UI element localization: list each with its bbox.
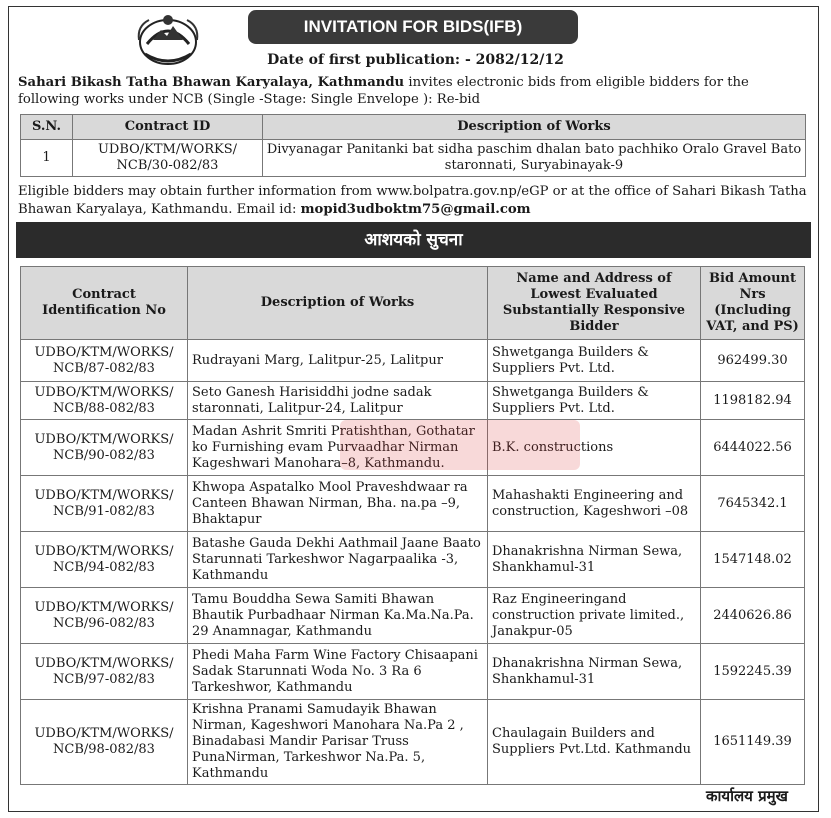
table-row [21,476,805,532]
header-works-description: Description of Works [188,267,488,340]
cell-works: Krishna Pranami Samudayik Bhawan Nirman, Kageshwori Manohara Na.Pa 2 , Binadabasi Mandir Parisar Truss PunaNirman, Tarkeshwor Na.Pa. 5, Kathmandu [188,700,488,785]
award-table-header [21,267,805,340]
award-table [20,266,805,785]
cell-bidder: Mahashakti Engineering and construction, Kageshwori –08 [488,476,701,532]
cell-contract-no: UDBO/KTM/WORKS/ NCB/91-082/83 [21,476,188,532]
header-bidder: Name and Address of Lowest Evaluated Substantially Responsive Bidder [488,267,701,340]
eligibility-text: Eligible bidders may obtain further information from www.bolpatra.gov.np/eGP or at the office of Sahari Bikash Tatha Bhawan Karyalaya, Kathmandu. Email id: [18,184,807,217]
cell-works: Rudrayani Marg, Lalitpur-25, Lalitpur [188,340,488,382]
cell-contract-no: UDBO/KTM/WORKS/ NCB/98-082/83 [21,700,188,785]
cell-bidder: Raz Engineeringand construction private limited., Janakpur-05 [488,588,701,644]
cell-bidder: Chaulagain Builders and Suppliers Pvt.Ltd. Kathmandu [488,700,701,785]
table-row [21,340,805,382]
cell-works: Seto Ganesh Harisiddhi jodne sadak staronnati, Lalitpur-24, Lalitpur [188,382,488,420]
cell-bidder: Shwetganga Builders & Suppliers Pvt. Ltd. [488,340,701,382]
table-row [21,382,805,420]
cell-amount: 1592245.39 [701,644,805,700]
cell-amount: 7645342.1 [701,476,805,532]
notice-title: आशयको सुचना [16,222,811,258]
office-chief-signature: कार्यालय प्रमुख [706,787,788,805]
table-row [21,532,805,588]
header-description: Description of Works [263,115,806,140]
table-row [21,644,805,700]
ifb-table [20,114,806,177]
cell-amount: 1651149.39 [701,700,805,785]
cell-works: Batashe Gauda Dekhi Aathmail Jaane Baato Starunnati Tarkeshwor Nagarpaalika -3, Kathmandu [188,532,488,588]
eligibility-paragraph [18,183,814,219]
cell-works: Khwopa Aspatalko Mool Praveshdwaar ra Canteen Bhawan Nirman, Bha. na.pa –9, Bhaktapur [188,476,488,532]
office-name: Sahari Bikash Tatha Bhawan Karyalaya, Kathmandu [18,75,405,90]
table-row [21,140,806,177]
header-bid-amount: Bid Amount Nrs (Including VAT, and PS) [701,267,805,340]
table-row [21,420,805,476]
intro-text: invites electronic bids from eligible bidders for the following works under NCB (Single -Stage: Single Envelope ): Re-bid [18,75,749,107]
cell-contract-no: UDBO/KTM/WORKS/ NCB/90-082/83 [21,420,188,476]
header-contract-identification: Contract Identification No [21,267,188,340]
cell-contract-no: UDBO/KTM/WORKS/ NCB/88-082/83 [21,382,188,420]
cell-bidder: Dhanakrishna Nirman Sewa, Shankhamul-31 [488,532,701,588]
cell-contract-id: UDBO/KTM/WORKS/ NCB/30-082/83 [73,140,263,177]
header-contract-id: Contract ID [73,115,263,140]
ifb-title: INVITATION FOR BIDS(IFB) [248,10,578,44]
cell-bidder: Shwetganga Builders & Suppliers Pvt. Ltd. [488,382,701,420]
cell-sn: 1 [21,140,73,177]
ifb-table-header [21,115,806,140]
cell-works: Madan Ashrit Smriti Pratishthan, Gothatar ko Furnishing evam Purvaadhar Nirman Kageshwari Manohara–8, Kathmandu. [188,420,488,476]
cell-bidder: Dhanakrishna Nirman Sewa, Shankhamul-31 [488,644,701,700]
cell-amount: 1547148.02 [701,532,805,588]
cell-works: Phedi Maha Farm Wine Factory Chisaapani Sadak Starunnati Woda No. 3 Ra 6 Tarkeshwor, Kathmandu [188,644,488,700]
header-sn: S.N. [21,115,73,140]
cell-contract-no: UDBO/KTM/WORKS/ NCB/97-082/83 [21,644,188,700]
intro-paragraph [18,74,814,108]
cell-amount: 2440626.86 [701,588,805,644]
cell-contract-no: UDBO/KTM/WORKS/ NCB/94-082/83 [21,532,188,588]
email-link[interactable]: mopid3udboktm75@gmail.com [300,202,531,217]
cell-amount: 1198182.94 [701,382,805,420]
cell-contract-no: UDBO/KTM/WORKS/ NCB/96-082/83 [21,588,188,644]
cell-bidder: B.K. constructions [488,420,701,476]
cell-amount: 6444022.56 [701,420,805,476]
publication-date: Date of first publication: - 2082/12/12 [267,52,564,68]
table-row [21,700,805,785]
table-row [21,588,805,644]
cell-amount: 962499.30 [701,340,805,382]
cell-description: Divyanagar Panitanki bat sidha paschim dhalan bato pachhiko Oralo Gravel Bato staronnati, Suryabinayak-9 [263,140,806,177]
cell-works: Tamu Bouddha Sewa Samiti Bhawan Bhautik Purbadhaar Nirman Ka.Ma.Na.Pa. 29 Anamnagar, Kathmandu [188,588,488,644]
cell-contract-no: UDBO/KTM/WORKS/ NCB/87-082/83 [21,340,188,382]
